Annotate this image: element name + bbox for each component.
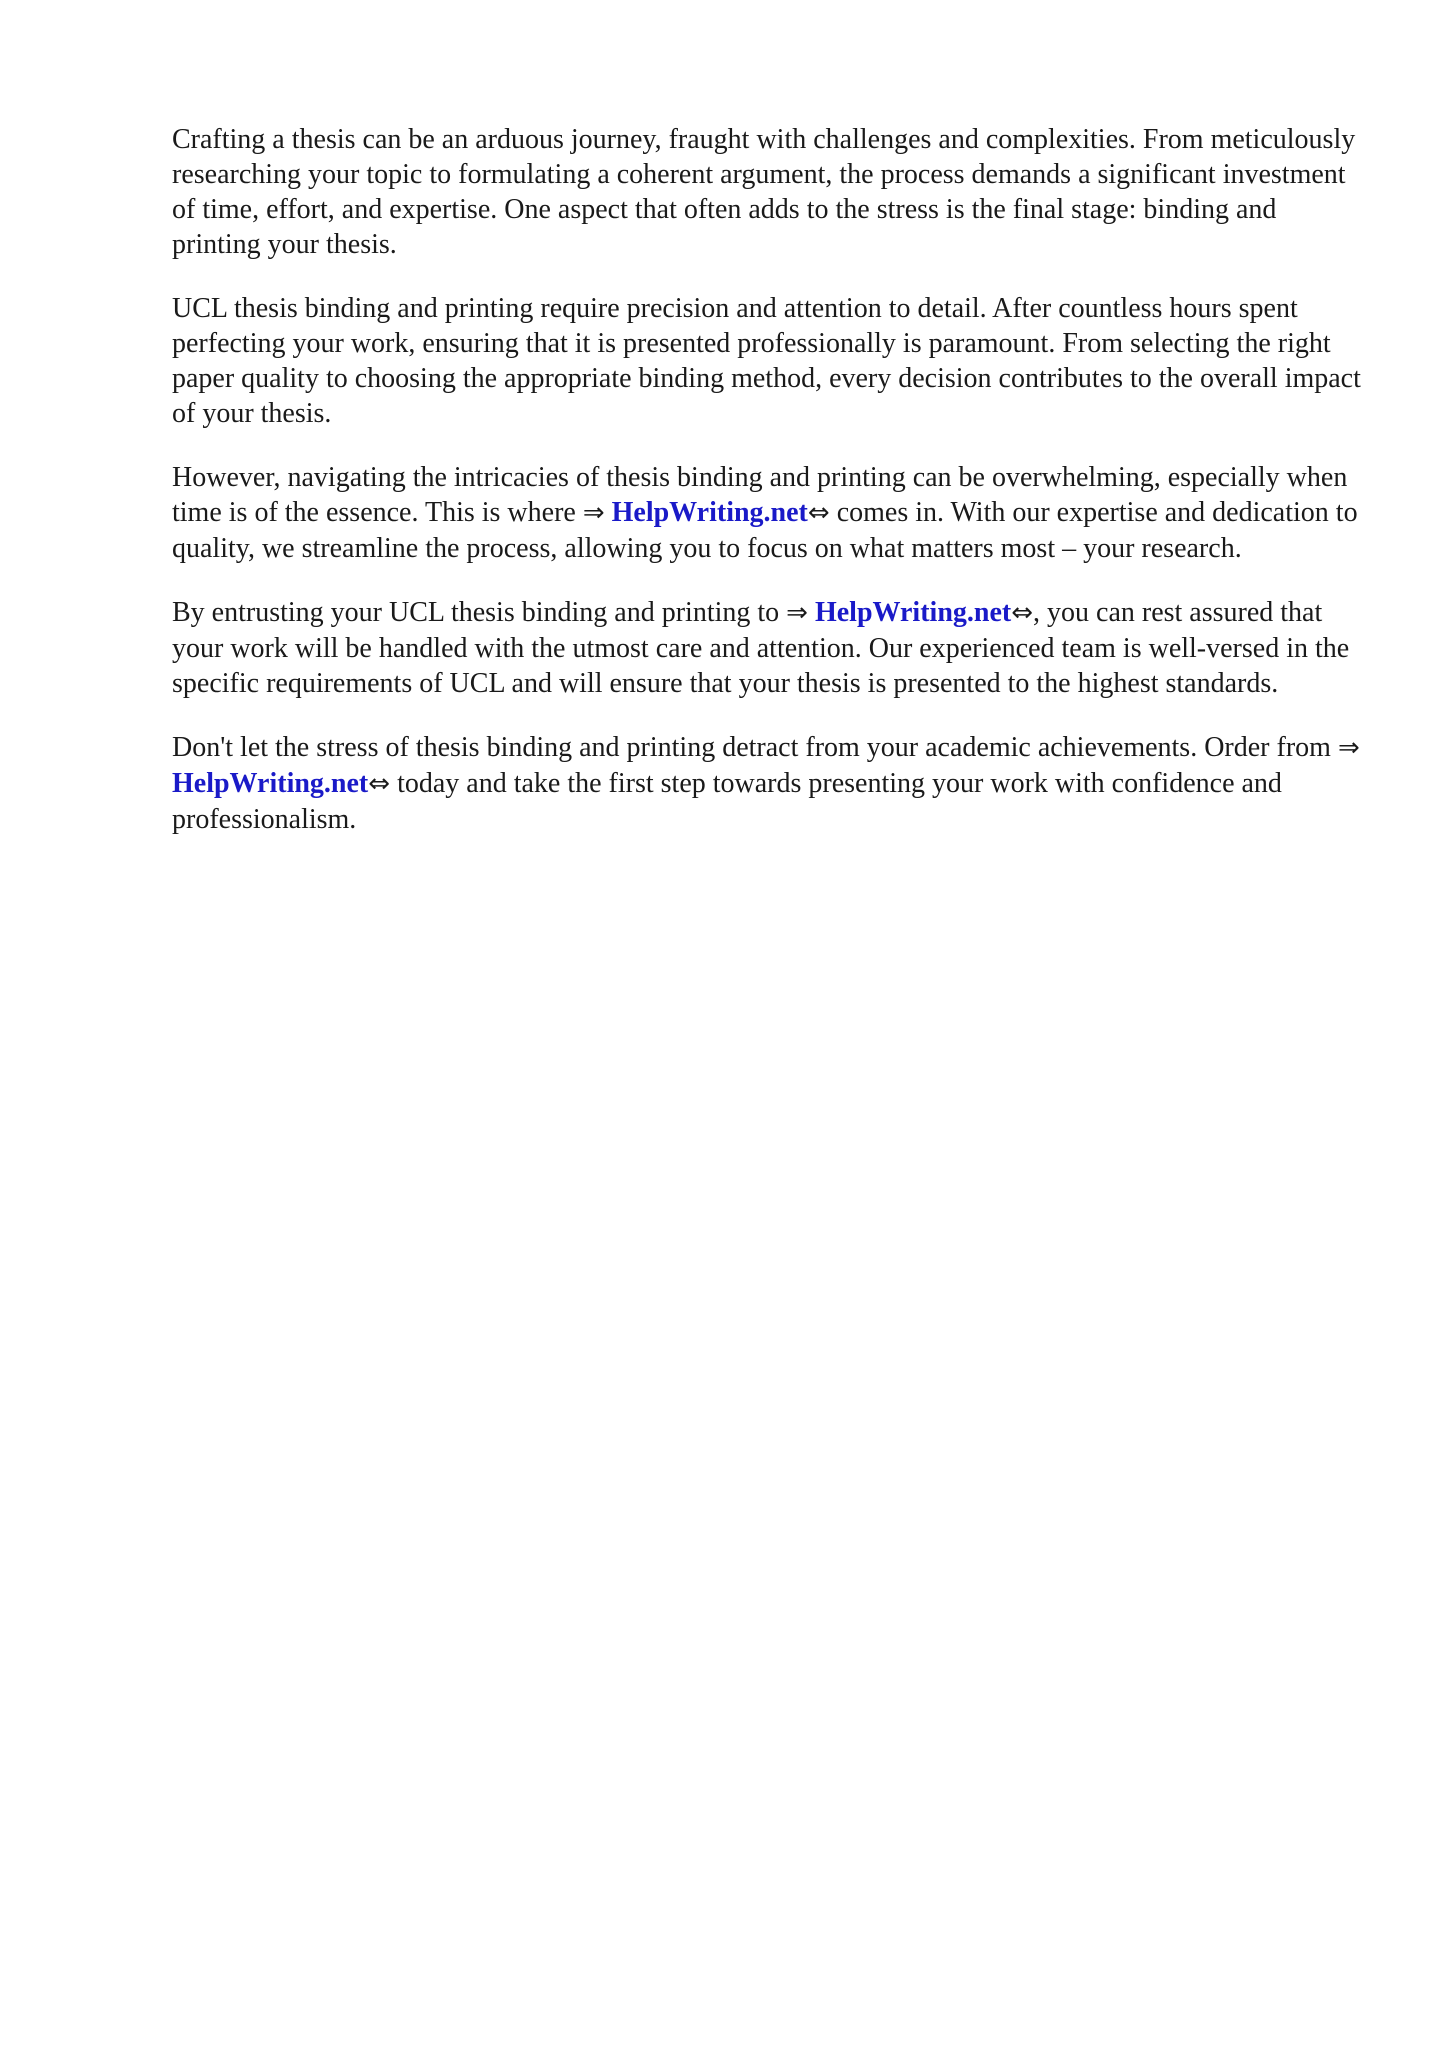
paragraph-2: UCL thesis binding and printing require precision and attention to detail. After countless hours spent perfecting your work, ensuring that it is presented professionally is paramount. From selecting the right paper quality to choosing the appropriate binding method, every decision contributes to the overall impact of your thesis. <box>172 293 1361 429</box>
paragraph-5 <box>172 730 1372 837</box>
left-right-double-arrow-icon: ⇔ <box>368 769 391 799</box>
left-right-double-arrow-icon: ⇔ <box>807 498 830 528</box>
paragraph-4-text-after: , you can rest assured that your work will be handled with the utmost care and attention. Our experienced team is well-versed in the specific requirements of UCL and will ensure that your thesis is presented to the highest standards. <box>172 597 1350 699</box>
paragraph-1: Crafting a thesis can be an arduous journey, fraught with challenges and complexities. From meticulously researching your topic to formulating a coherent argument, the process demands a significant investment of time, effort, and expertise. One aspect that often adds to the stress is the final stage: binding and printing your thesis. <box>172 124 1356 260</box>
paragraph-5-text-after: today and take the first step towards presenting your work with confidence and professionalism. <box>172 768 1282 835</box>
helpwriting-link[interactable]: HelpWriting.net <box>611 497 808 528</box>
right-double-arrow-icon: ⇒ <box>1337 733 1360 763</box>
left-right-double-arrow-icon: ⇔ <box>1011 598 1034 628</box>
helpwriting-link[interactable]: HelpWriting.net <box>172 768 369 799</box>
paragraph-3 <box>172 460 1372 566</box>
right-double-arrow-icon: ⇒ <box>786 598 808 628</box>
paragraph-3-text-after: comes in. With our expertise and dedication to quality, we streamline the process, allowing you to focus on what matters most – your research. <box>172 497 1358 564</box>
paragraph-4 <box>172 595 1372 701</box>
paragraph-4-text-before: By entrusting your UCL thesis binding and printing to <box>172 597 787 628</box>
helpwriting-link[interactable]: HelpWriting.net <box>814 597 1012 628</box>
paragraph-3-text-before: However, navigating the intricacies of thesis binding and printing can be overwhelming, especially when time is of the essence. This is where <box>172 462 1348 528</box>
right-double-arrow-icon: ⇒ <box>582 498 605 528</box>
document-body <box>172 122 1372 866</box>
paragraph-5-text-before: Don't let the stress of thesis binding and printing detract from your academic achievements. Order from <box>172 732 1338 763</box>
